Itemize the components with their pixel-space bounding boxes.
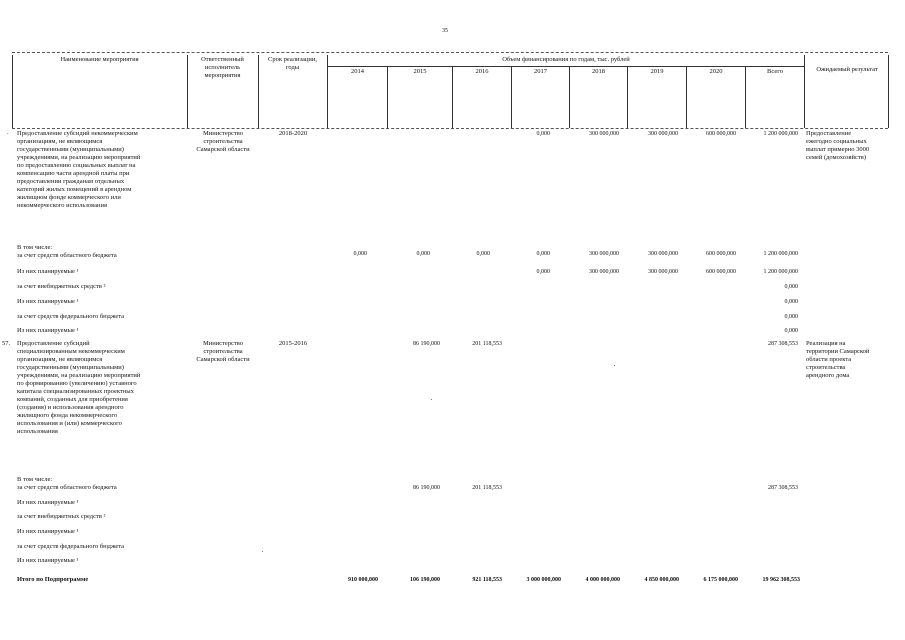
block2-planned-label: Из них планируемые ¹ [17,499,79,506]
total-2020: 6 175 000,000 [703,577,738,583]
block1-planned-2019: 300 000,000 [648,269,678,275]
header-year-2015: 2015 [413,68,427,75]
header-responsible: Ответственный исполнитель мероприятия [201,56,244,79]
block2-result: Реализация на территории Самарской области проекта строительства арендного дома [806,340,870,379]
total-2016: 921 118,553 [472,577,502,583]
header-year-2014: 2014 [351,68,364,75]
header-period: Срок реализации, годы [267,56,317,71]
block1-federal-planned-label: Из них планируемые ¹ [17,327,79,334]
block1-bullet: . [7,129,9,136]
block2-2016: 201 118,553 [472,341,502,347]
block1-regional-2015: 0,000 [416,251,430,257]
total-label: Итого по Подпрограмме [17,576,89,583]
total-all: 19 962 308,553 [762,577,800,583]
header-year-2018: 2018 [592,68,605,75]
block1-planned-2018: 300 000,000 [589,269,619,275]
block2-offbudget-planned-label: Из них планируемые ¹ [17,528,79,535]
block1-planned-2020: 600 000,000 [706,269,736,275]
block1-offbudget-label: за счет внебюджетных средств ² [17,283,106,290]
block2-period: 2015-2016 [278,340,308,347]
block1-responsible: Министерство строительства Самарской области [196,130,250,153]
block1-regional-2014: 0,000 [353,251,367,257]
header-year-2019: 2019 [650,68,664,75]
block1-federal-planned-total: 0,000 [784,328,798,334]
block1-2019: 300 000,000 [648,131,678,137]
block1-2017: 0,000 [536,131,550,137]
block1-period: 2018-2020 [278,130,308,137]
block1-2018: 300 000,000 [589,131,619,137]
block2-federal-planned-label: Из них планируемые ¹ [17,557,79,564]
header-year-2016: 2016 [475,68,489,75]
table-top-rule [12,52,888,53]
block1-planned-label: Из них планируемые ¹ [17,268,79,275]
block2-number: 57. [2,340,11,347]
block1-federal-label: за счет средств федерального бюджета [17,313,125,320]
block1-regional-2017: 0,000 [536,251,550,257]
block2-regional-total: 287 308,553 [768,485,798,491]
block1-2020: 600 000,000 [706,131,736,137]
header-funding: Объем финансирования по годам, тыс. рублей [502,56,630,63]
block1-planned-total: 1 200 000,000 [763,269,798,275]
total-2015: 106 190,000 [410,577,440,583]
block1-federal-total: 0,000 [784,314,798,320]
block1-regional-2018: 300 000,000 [589,251,619,257]
block2-2015: 86 190,000 [413,341,440,347]
block2-regional-2015: 86 190,000 [413,485,440,491]
block1-offbudget-planned-label: Из них планируемые ¹ [17,298,79,305]
block2-responsible: Министерство строительства Самарской области [196,340,250,363]
header-total: Всего [767,68,783,75]
block1-total: 1 200 000,000 [763,131,798,137]
total-2014: 910 000,000 [348,577,378,583]
block1-regional-total: 1 200 000,000 [763,251,798,257]
years-rule [327,66,804,67]
block1-planned-2017: 0,000 [536,269,550,275]
block1-result: Предоставление ежегодно социальных выплат примерно 3000 семей (домохозяйств) [806,130,870,161]
header-bottom-rule [12,128,888,129]
page-number: 35 [442,28,448,34]
block1-offbudget-planned-total: 0,000 [784,299,798,305]
total-2018: 4 000 000,000 [585,577,620,583]
block2-regional-2016: 201 118,553 [472,485,502,491]
header-name: Наименование мероприятия [60,56,139,63]
block1-regional-label: В том числе: за счет средств областного бюджета [17,244,117,259]
block1-regional-2020: 600 000,000 [706,251,736,257]
block1-name: Предоставление субсидий некоммерческим организациям, не являющимся государственными (муниципальными) учреждениями, на реализацию мероприятий по предоставлению социальных выплат на компенсацию части арендной платы при предоставлении гражданам отдельных категорий жилых помещений в арендном жилищном фонде коммерческого или некоммерческого использования [17,130,141,209]
block2-federal-label: за счет средств федерального бюджета [17,543,125,550]
header-result: Ожидаемый результат [816,66,878,73]
total-2017: 3 000 000,000 [526,577,561,583]
block2-total: 287 308,553 [768,341,798,347]
block2-offbudget-label: за счет внебюджетных средств ² [17,513,106,520]
block1-regional-2016: 0,000 [476,251,490,257]
block2-regional-label: В том числе: за счет средств областного бюджета [17,476,117,491]
block1-offbudget-total: 0,000 [784,284,798,290]
total-2019: 4 850 000,000 [644,577,679,583]
block1-regional-2019: 300 000,000 [648,251,678,257]
block2-name: Предоставление субсидий специализированным некоммерческим организациям, не являющимся государственными (муниципальными) учреждениями, на реализацию мероприятий по формированию (увеличению) уставного капитала специализированных проектных компаний, созданных для приобретения (создания) и использования арендного жилищного фонда некоммерческого использования и (или) коммерческого использования [17,340,141,435]
header-year-2017: 2017 [534,68,547,75]
header-year-2020: 2020 [709,68,723,75]
